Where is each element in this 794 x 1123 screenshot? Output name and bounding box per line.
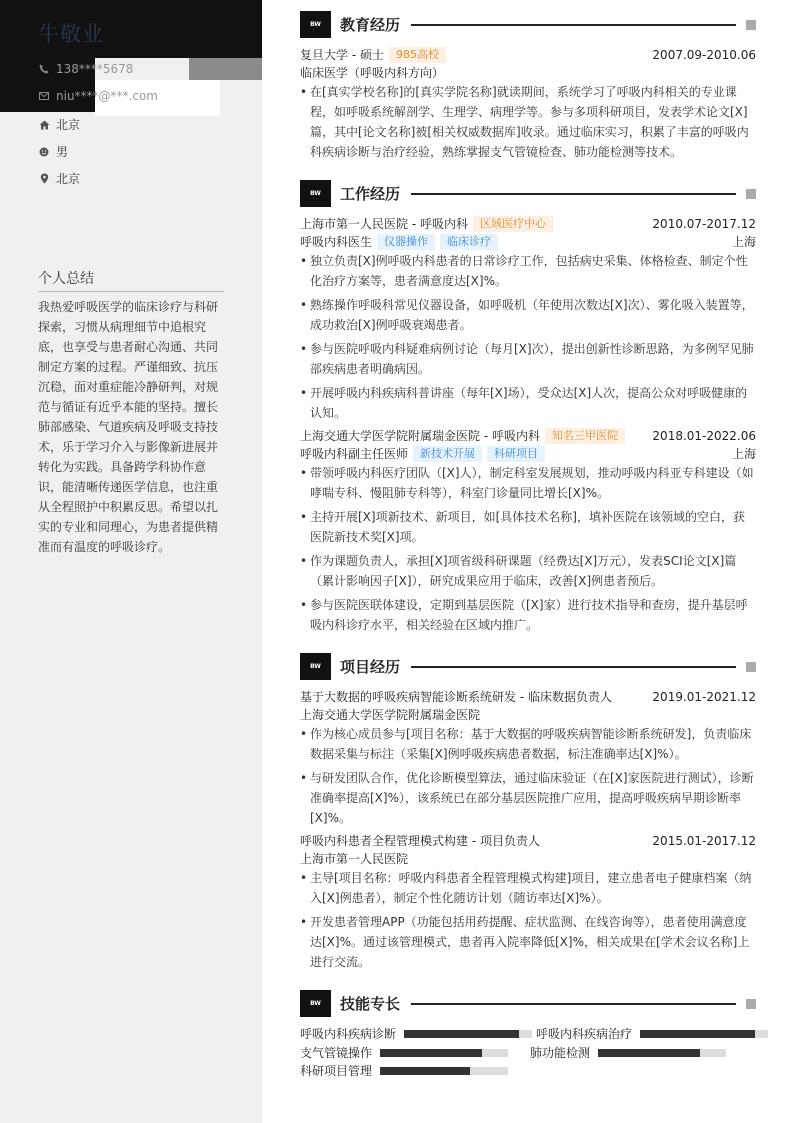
contact-email <box>38 89 158 103</box>
section-logo: BW <box>300 653 331 680</box>
job-role: 呼吸内科医生 <box>300 235 373 249</box>
section-logo: BW <box>300 990 331 1017</box>
job-bullet: • 独立负责[X]例呼吸内科患者的日常诊疗工作，包括病史采集、体格检查、制定个性化治疗方案等，患者满意度达[X]%。 <box>300 251 756 291</box>
job-header-row <box>300 215 756 233</box>
job-role-row <box>300 233 756 251</box>
projects-section-header <box>300 653 756 680</box>
skill-bar <box>640 1030 768 1038</box>
section-divider <box>411 666 736 668</box>
skill-bar-fill <box>380 1067 470 1075</box>
project-header-row <box>300 832 756 850</box>
project-org: 上海市第一人民医院 <box>300 852 409 866</box>
job-date: 2018.01-2022.06 <box>652 429 756 443</box>
education-bullet: • 在[真实学校名称]的[真实学院名称]就读期间，系统学习了呼吸内科相关的专业课程，如呼吸系统解剖学、生理学、病理学等。参与多项科研项目，发表学术论文[X]篇，其中[论文名称]被[相关权威数据库]收录。通过临床实习，积累了丰富的呼吸内科疾病诊断与治疗经验，熟练掌握支气管镜检查、肺功能检测等技术。 <box>300 82 756 162</box>
section-square <box>746 999 756 1009</box>
education-major: 临床医学（呼吸内科方向） <box>300 66 445 80</box>
education-section-header <box>300 11 756 38</box>
job-org-tag: 知名三甲医院 <box>545 428 625 444</box>
skill-name: 科研项目管理 <box>300 1064 373 1078</box>
sidebar <box>0 0 262 1123</box>
section-logo: BW <box>300 11 331 38</box>
project-header-row <box>300 688 756 706</box>
school-tag: 985高校 <box>389 47 446 63</box>
smiley-icon <box>38 147 50 157</box>
project-name: 基于大数据的呼吸疾病智能诊断系统研发 - 临床数据负责人 <box>300 690 612 704</box>
summary-text: 我热爱呼吸医学的临床诊疗与科研探索，习惯从病理细节中追根究底，也享受与患者耐心沟通、共同制定方案的过程。严谨细致、抗压沉稳，面对重症能冷静研判，对规范与循证有近乎本能的坚持。擅长肺部感染、气道疾病及呼吸支持技术，乐于学习介入与影像新进展并转化为实践。具备跨学科协作意识，能清晰传递医学信息，也注重从全程照护中积累反思。希望以扎实的专业和同理心，为患者提供精准而有温度的呼吸诊疗。 <box>38 300 219 554</box>
section-title: 工作经历 <box>340 185 401 203</box>
candidate-name: 牛敬业 <box>38 22 104 46</box>
skill-bar-fill <box>380 1049 482 1057</box>
section-logo: BW <box>300 180 331 207</box>
project-bullet: • 主导[项目名称：呼吸内科患者全程管理模式构建]项目，建立患者电子健康档案（纳入[X]例患者），制定个性化随访计划（随访率达[X]%）。 <box>300 868 756 908</box>
job-role-row <box>300 445 756 463</box>
phone-icon <box>38 64 50 74</box>
job-bullet: • 熟练操作呼吸科常见仪器设备，如呼吸机（年使用次数达[X]次）、雾化吸入装置等，成功救治[X]例呼吸衰竭患者。 <box>300 295 756 335</box>
section-title: 教育经历 <box>340 16 401 34</box>
skill-bar <box>404 1030 532 1038</box>
skill-item <box>300 1062 508 1079</box>
work-section-header <box>300 180 756 207</box>
skill-bar-fill <box>640 1030 755 1038</box>
job-bullet: • 主持开展[X]项新技术、新项目，如[具体技术名称]，填补医院在该领域的空白，获医院新技术奖[X]项。 <box>300 507 756 547</box>
gender-text: 男 <box>56 145 69 159</box>
job-header-row <box>300 427 756 445</box>
skill-bar <box>380 1049 508 1057</box>
education-header-row <box>300 46 756 64</box>
section-divider <box>411 1003 736 1005</box>
project-org-row <box>300 706 756 724</box>
skill-name: 肺功能检测 <box>530 1046 591 1060</box>
contact-gender <box>38 143 68 160</box>
summary-title: 个人总结 <box>38 268 224 292</box>
location-text: 北京 <box>56 118 81 132</box>
phone-text: 138****5678 <box>56 62 134 76</box>
skill-bar <box>598 1049 726 1057</box>
contact-hometown <box>38 170 80 187</box>
project-org-row <box>300 850 756 868</box>
skill-bar-fill <box>598 1049 700 1057</box>
school-name: 复旦大学 - 硕士 <box>300 48 384 62</box>
mail-icon <box>38 92 50 100</box>
skill-item <box>530 1044 726 1061</box>
project-bullet: • 作为核心成员参与[项目名称：基于大数据的呼吸疾病智能诊断系统研发]，负责临床数据采集与标注（采集[X]例呼吸疾病患者数据，标注准确率达[X]%）。 <box>300 724 756 764</box>
job-role-tag: 科研项目 <box>487 446 545 462</box>
job-role-tag: 仪器操作 <box>377 234 435 250</box>
job-org: 上海交通大学医学院附属瑞金医院 - 呼吸内科 <box>300 429 540 443</box>
education-date: 2007.09-2010.06 <box>652 48 756 62</box>
section-square <box>746 189 756 199</box>
skill-item <box>300 1025 532 1042</box>
skill-name: 呼吸内科疾病治疗 <box>536 1027 633 1041</box>
job-bullet: • 参与医院呼吸内科疑难病例讨论（每月[X]次），提出创新性诊断思路，为多例罕见肺部疾病患者明确病因。 <box>300 339 756 379</box>
education-major-row <box>300 64 756 82</box>
skill-item <box>300 1044 508 1061</box>
home-icon <box>38 120 50 130</box>
skill-bar <box>380 1067 508 1075</box>
job-org: 上海市第一人民医院 - 呼吸内科 <box>300 217 468 231</box>
job-city: 上海 <box>731 447 756 461</box>
section-title: 项目经历 <box>340 658 401 676</box>
job-org-tag: 区域医疗中心 <box>473 216 553 232</box>
section-square <box>746 20 756 30</box>
email-text: niu****@***.com <box>56 89 158 103</box>
project-org: 上海交通大学医学院附属瑞金医院 <box>300 708 481 722</box>
job-bullet: • 作为课题负责人，承担[X]项省级科研课题（经费达[X]万元），发表SCI论文[X]篇（累计影响因子[X]），研究成果应用于临床，改善[X]例患者预后。 <box>300 551 756 591</box>
job-role-tag: 临床诊疗 <box>440 234 498 250</box>
job-city: 上海 <box>731 235 756 249</box>
project-date: 2015.01-2017.12 <box>652 834 756 848</box>
project-name: 呼吸内科患者全程管理模式构建 - 项目负责人 <box>300 834 540 848</box>
section-divider <box>411 193 736 195</box>
project-bullet: • 开发患者管理APP（功能包括用药提醒、症状监测、在线咨询等），患者使用满意度达[X]%。通过该管理模式，患者再入院率降低[X]%，相关成果在[学术会议名称]上进行交流。 <box>300 912 756 972</box>
job-role-tag: 新技术开展 <box>413 446 482 462</box>
skill-item <box>536 1025 768 1042</box>
header-gray-block <box>189 58 262 80</box>
hometown-text: 北京 <box>56 172 81 186</box>
job-bullet: • 参与医院医联体建设，定期到基层医院（[X]家）进行技术指导和查房，提升基层呼吸内科诊疗水平，相关经验在区域内推广。 <box>300 595 756 635</box>
skills-section-header <box>300 990 756 1017</box>
skill-name: 支气管镜操作 <box>300 1046 373 1060</box>
project-date: 2019.01-2021.12 <box>652 690 756 704</box>
job-bullet: • 开展呼吸内科疾病科普讲座（每年[X]场），受众达[X]人次，提高公众对呼吸健康的认知。 <box>300 383 756 423</box>
section-title: 技能专长 <box>340 995 401 1013</box>
section-divider <box>411 24 736 26</box>
job-date: 2010.07-2017.12 <box>652 217 756 231</box>
skill-bar-fill <box>404 1030 519 1038</box>
job-role: 呼吸内科副主任医师 <box>300 447 409 461</box>
skill-name: 呼吸内科疾病诊断 <box>300 1027 397 1041</box>
location-pin-icon <box>38 173 50 184</box>
section-square <box>746 662 756 672</box>
job-bullet: • 带领呼吸内科医疗团队（[X]人），制定科室发展规划，推动呼吸内科亚专科建设（如哮喘专科、慢阻肺专科等），科室门诊量同比增长[X]%。 <box>300 463 756 503</box>
contact-location <box>38 116 80 133</box>
contact-phone <box>38 62 133 76</box>
project-bullet: • 与研发团队合作，优化诊断模型算法，通过临床验证（在[X]家医院进行测试），诊断准确率提高[X]%），该系统已在部分基层医院推广应用，提高呼吸疾病早期诊断率[X]%。 <box>300 768 756 828</box>
